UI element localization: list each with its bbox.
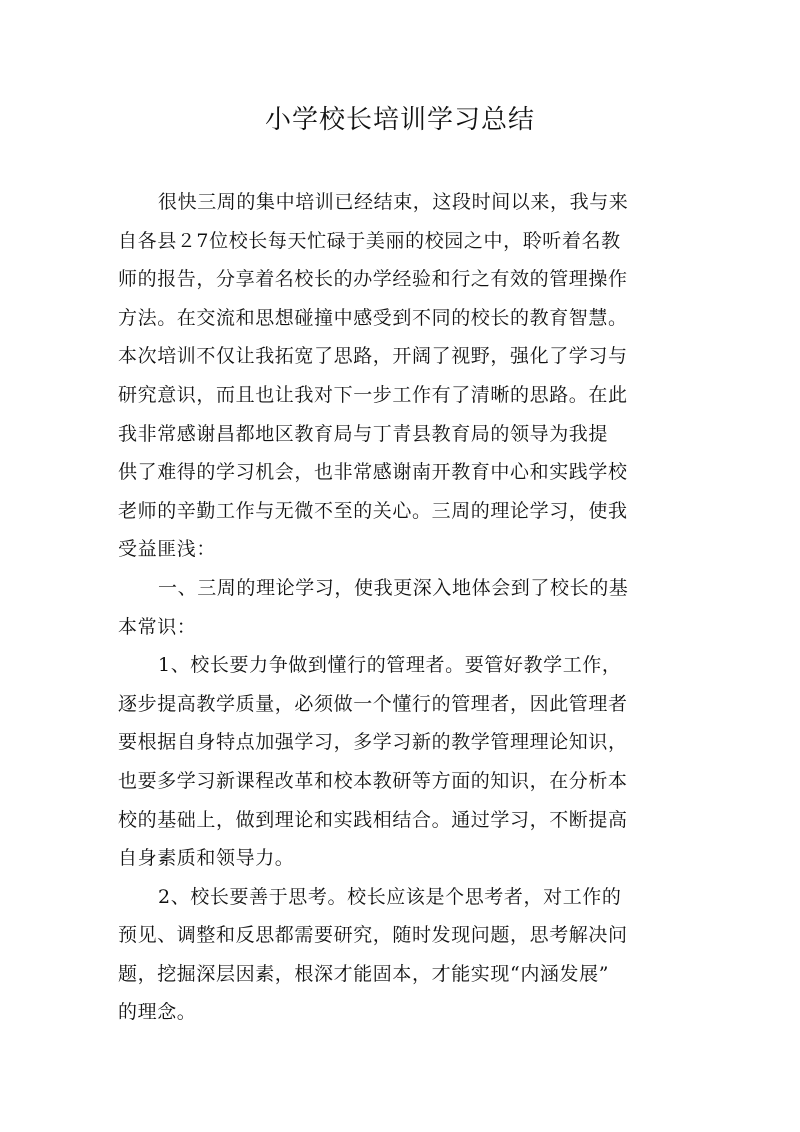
paragraph-line: 2、校长要善于思考。校长应该是个思考者，对工作的	[158, 885, 622, 908]
paragraph-line: 题，挖掘深层因素，根深才能固本，才能实现“内涵发展”	[118, 962, 610, 985]
paragraph-line: 逐步提高教学质量，必须做一个懂行的管理者，因此管理者	[118, 692, 628, 715]
section-heading-line: 一、三周的理论学习，使我更深入地体会到了校长的基	[158, 576, 629, 599]
document-title: 小学校长培训学习总结	[264, 105, 535, 135]
paragraph-line: 师的报告，分享着名校长的办学经验和行之有效的管理操作	[118, 268, 628, 291]
paragraph-line: 自身素质和领导力。	[118, 847, 295, 870]
paragraph-line: 校的基础上，做到理论和实践相结合。通过学习，不断提高	[118, 808, 628, 831]
paragraph-line: 1、校长要力争做到懂行的管理者。要管好教学工作，	[158, 654, 622, 677]
paragraph-line: 老师的辛勤工作与无微不至的关心。三周的理论学习，使我	[118, 499, 628, 522]
paragraph-line: 方法。在交流和思想碰撞中感受到不同的校长的教育智慧。	[118, 306, 628, 329]
paragraph-line: 很快三周的集中培训已经结束，这段时间以来，我与来	[158, 191, 629, 213]
paragraph-line: 受益匪浅：	[118, 538, 217, 561]
paragraph-line: 研究意识，而且也让我对下一步工作有了清晰的思路。在此	[118, 383, 628, 406]
paragraph-line: 供了难得的学习机会，也非常感谢南开教育中心和实践学校	[118, 461, 628, 484]
paragraph-line: 要根据自身特点加强学习，多学习新的教学管理理论知识，	[118, 731, 628, 754]
document-body	[118, 183, 686, 1032]
paragraph-line: 本次培训不仅让我拓宽了思路，开阔了视野，强化了学习与	[118, 345, 628, 368]
paragraph-line: 的理念。	[118, 1001, 197, 1024]
paragraph-line: 也要多学习新课程改革和校本教研等方面的知识，在分析本	[118, 769, 628, 792]
paragraph-line: 自各县２7位校长每天忙碌于美丽的校园之中，聆听着名教	[118, 229, 621, 252]
paragraph-line: 我非常感谢昌都地区教育局与丁青县教育局的领导为我提	[118, 422, 609, 445]
paragraph-line: 预见、调整和反思都需要研究，随时发现问题，思考解决问	[118, 924, 628, 947]
section-heading-line: 本常识：	[118, 615, 197, 638]
